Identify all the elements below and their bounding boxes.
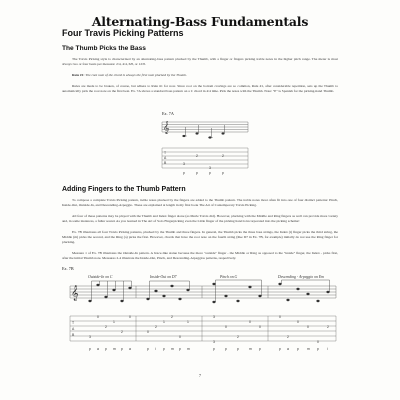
example-a-label: Ex. 7A <box>162 111 174 116</box>
chapter-title: Alternating-Bass Fundamentals <box>91 14 309 29</box>
svg-text:p: p <box>213 347 215 351</box>
svg-text:0: 0 <box>297 320 299 325</box>
svg-text:m: m <box>171 347 174 351</box>
svg-text:0: 0 <box>249 320 251 325</box>
rule-explanation-paragraph: Rules are made to be broken, of course, but adhere to Rule #1 for now. Since root on the bottom cravings are so common, Rule #1, after considerable repetition, sets up the Thumb to automatically pick the root note on the first beat. Ex. 7A shows a standard bass pattern on a C chord in 4/4 time. Pick the notes with the Thumb. Note: "P" is Spanish for the picking-hand Thumb. <box>62 84 338 93</box>
svg-text:a: a <box>129 347 131 351</box>
svg-text:m: m <box>187 347 190 351</box>
svg-text:B: B <box>164 161 167 165</box>
svg-text:2: 2 <box>327 325 329 330</box>
svg-text:0: 0 <box>259 325 261 330</box>
svg-text:p: p <box>297 347 299 351</box>
svg-text:A: A <box>164 156 167 160</box>
svg-text:2: 2 <box>222 154 224 159</box>
svg-text:p: p <box>179 347 181 351</box>
svg-text:1: 1 <box>187 320 189 325</box>
rule-text: The root note of the chord is always the first note plucked by the Thumb. <box>85 73 187 77</box>
treble-clef-icon-b: 𝄞 <box>71 286 79 301</box>
svg-text:p: p <box>89 347 91 351</box>
svg-text:3: 3 <box>209 166 211 171</box>
fingers-paragraph: All four of these patterns may be played with the Thumb and Index finger alone (as Merle Travis did). However, plucking with the Middle and Ring fingers as well can provide more variety and, in some instances, a fuller sound. As you learned in The Art of Solo Fingerpicking even the Little finger of the picking hand is incorporated into the picking scheme! <box>62 214 338 223</box>
svg-text:p: p <box>225 347 227 351</box>
svg-text:p: p <box>105 347 107 351</box>
measure-paragraph: Measure 1 of Ex. 7B illustrates the Outside-In pattern. A brace-like statue because the more "outside" finger - the Middle or Ring as opposed to the "inside" finger, the Index - picks first, after the initial Thumb note. Measures 2-4 illustrate the Inside-Out, Pinch, and Descending-Arpeggios patterns, respectively. <box>62 251 338 260</box>
svg-text:p: p <box>222 171 224 175</box>
svg-text:0: 0 <box>97 315 99 320</box>
svg-text:1: 1 <box>113 320 115 325</box>
tab-numbers <box>164 151 224 170</box>
pattern-label-inside-out: Inside-Out on D7 <box>150 275 177 279</box>
svg-text:a: a <box>97 347 99 351</box>
svg-text:0: 0 <box>179 335 181 340</box>
svg-text:p: p <box>196 171 198 175</box>
section-title: Four Travis Picking Patterns <box>62 28 184 38</box>
svg-text:p: p <box>317 347 319 351</box>
rule-label: Rule #1: <box>72 73 85 77</box>
svg-text:p: p <box>147 347 149 351</box>
svg-text:p: p <box>163 347 165 351</box>
svg-text:p: p <box>121 347 123 351</box>
section-2-title: Adding Fingers to the Thumb Pattern <box>62 186 186 193</box>
pattern-label-descending-arpeggio: Descending - Arpeggio on Em <box>278 275 324 279</box>
example-b-label: Ex. 7B <box>62 266 74 271</box>
svg-text:0: 0 <box>147 330 149 335</box>
svg-text:m: m <box>307 347 310 351</box>
svg-text:2: 2 <box>105 325 107 330</box>
svg-text:1: 1 <box>163 320 165 325</box>
svg-text:2: 2 <box>155 325 157 330</box>
finger-markings-b <box>89 347 328 351</box>
svg-text:2: 2 <box>287 335 289 340</box>
svg-text:3: 3 <box>89 335 91 340</box>
pattern-label-pinch: Pinch on G <box>220 275 238 279</box>
svg-text:p: p <box>259 347 261 351</box>
example-b-notation <box>62 272 340 356</box>
svg-text:0: 0 <box>279 315 281 320</box>
page-number: 7 <box>198 373 202 378</box>
svg-text:2: 2 <box>171 315 173 320</box>
svg-text:A: A <box>72 327 75 331</box>
pattern-label-outside-in: Outside-In on C <box>88 275 113 279</box>
note-stems-b <box>92 280 330 302</box>
svg-text:i: i <box>327 347 328 351</box>
svg-text:0: 0 <box>317 340 319 345</box>
svg-text:2: 2 <box>121 330 123 335</box>
svg-text:T: T <box>72 321 75 325</box>
rule-paragraph <box>62 73 338 78</box>
svg-text:0: 0 <box>307 325 309 330</box>
svg-text:0: 0 <box>225 325 227 330</box>
svg-text:p: p <box>279 347 281 351</box>
svg-text:i: i <box>155 347 156 351</box>
svg-text:3: 3 <box>213 340 215 345</box>
svg-text:p: p <box>209 171 211 175</box>
svg-text:0: 0 <box>129 315 131 320</box>
svg-text:m: m <box>113 347 116 351</box>
svg-text:2: 2 <box>237 335 239 340</box>
patterns-paragraph: To compose a complete Travis Picking pattern, treble notes plucked by the fingers are added to the Thumb pattern. The treble notes most often fit into one of four distinct patterns: Pinch, Inside-Out, Outside-In, and Descending-Arpeggio. These are explained at length in my first book The Art of Contemporary Travis Picking. <box>62 198 338 207</box>
svg-text:3: 3 <box>213 315 215 320</box>
svg-text:m: m <box>249 347 252 351</box>
example-b-paragraph: Ex. 7B illustrates all four Travis Picking patterns, plucked by the Thumb and three fingers. In general, the Thumb picks the three bass strings, the Index (i) finger picks the third string, the Middle (m) picks the second, and the Ring (a) picks the first. However, chords that have the root note on the fourth string (like D7 in Ex. 7B, for example) initially do not use the Ring finger for plucking. <box>62 230 338 244</box>
tab-numbers-b <box>72 315 329 344</box>
svg-text:T: T <box>164 151 167 155</box>
svg-text:p: p <box>237 347 239 351</box>
svg-text:3: 3 <box>183 162 185 167</box>
treble-clef-icon: 𝄞 <box>163 121 170 134</box>
example-a-notation <box>160 118 250 176</box>
notation-staff <box>162 122 248 132</box>
pattern-labels <box>88 275 324 279</box>
svg-text:a: a <box>287 347 289 351</box>
notation-staff-b <box>70 286 336 298</box>
intro-paragraph: The Travis Picking style is characterized by an alternating-bass pattern plucked by the Thumb, with a finger or fingers picking treble notes in the higher pitch range. The meter is most always two or four beats per measure: 2/4, 4/4, 6/8, or 12/8. <box>62 57 338 66</box>
svg-text:B: B <box>72 333 75 337</box>
svg-text:p: p <box>183 171 185 175</box>
tab-staff <box>162 148 248 171</box>
svg-text:2: 2 <box>196 154 198 159</box>
thumb-markings <box>183 171 224 175</box>
subsection-title: The Thumb Picks the Bass <box>62 45 146 52</box>
